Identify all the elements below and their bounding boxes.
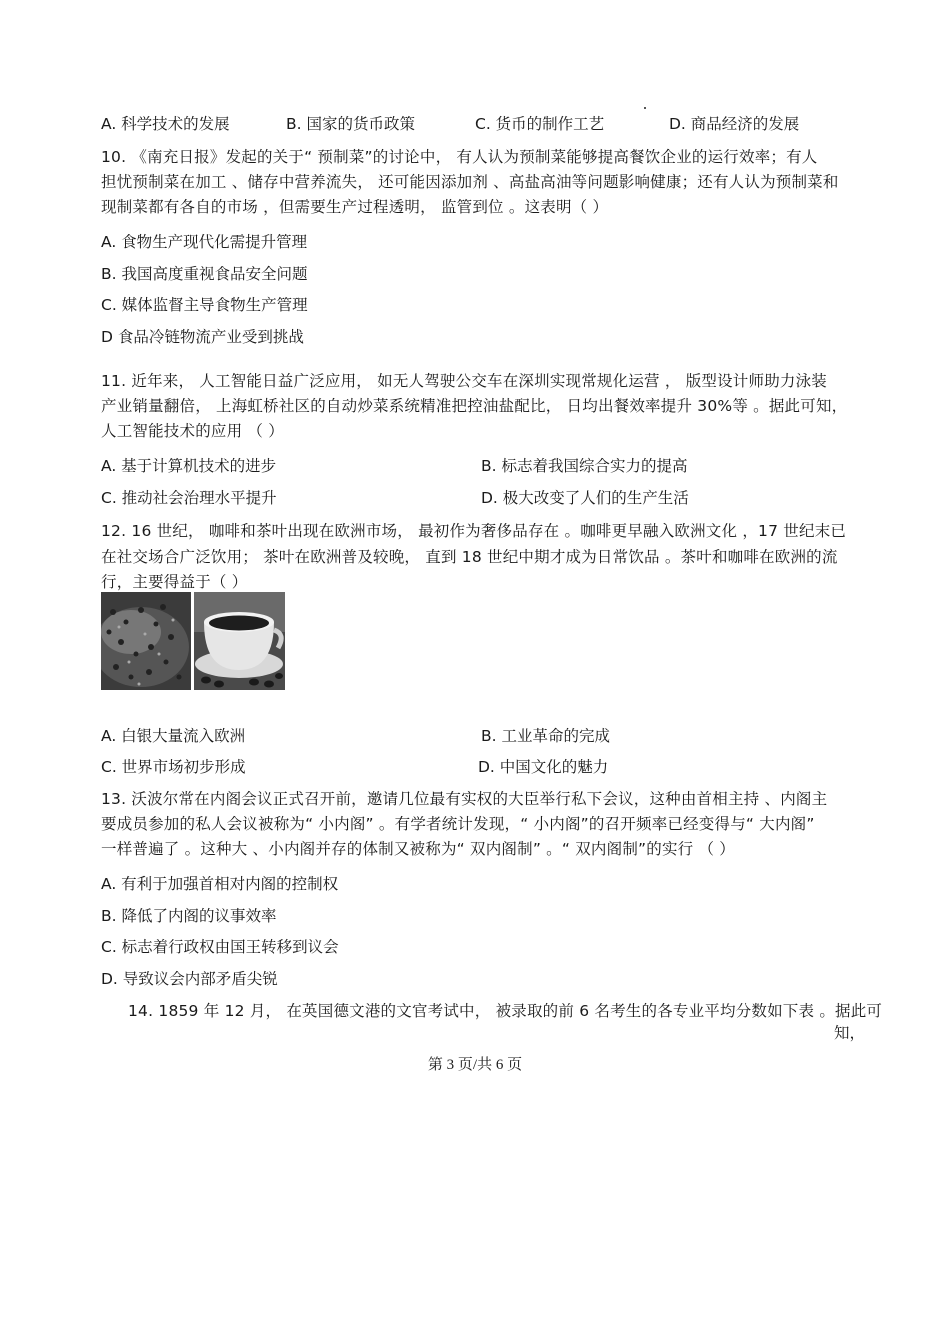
q9-option-c: C. 货币的制作工艺 — [475, 115, 605, 133]
q11-option-b: B. 标志着我国综合实力的提高 — [481, 457, 688, 475]
q11-stem-line-1: 11. 近年来， 人工智能日益广泛应用， 如无人驾驶公交车在深圳实现常规化运营 ， 版型设计师助力泳装 — [101, 372, 827, 390]
q13-stem-line-1: 13. 沃波尔常在内阁会议正式召开前，邀请几位最有实权的大臣举行私下会议，这种由首相主持 、内阁主 — [101, 790, 828, 808]
q9-option-a: A. 科学技术的发展 — [101, 115, 230, 133]
q10-stem-line-1: 10. 《南充日报》发起的关于“ 预制菜”的讨论中， 有人认为预制菜能够提高餐饮企业的运行效率；有人 — [101, 148, 818, 166]
tea-leaves-photo — [101, 592, 191, 690]
q11-option-c: C. 推动社会治理水平提升 — [101, 489, 277, 507]
q12-stem-line-3: 行，主要得益于（ ） — [101, 573, 248, 591]
stray-dot — [644, 107, 646, 109]
q13-stem-line-2: 要成员参加的私人会议被称为“ 小内阁” 。有学者统计发现，“ 小内阁”的召开频率已经变得与“ 大内阁” — [101, 815, 815, 833]
q12-images — [101, 592, 285, 690]
q9-option-d: D. 商品经济的发展 — [669, 115, 800, 133]
q11-stem-line-3: 人工智能技术的应用 （ ） — [101, 422, 284, 440]
q12-option-b: B. 工业革命的完成 — [481, 727, 610, 745]
q12-option-c: C. 世界市场初步形成 — [101, 758, 246, 776]
q12-option-d: D. 中国文化的魅力 — [478, 758, 609, 776]
q9-option-b: B. 国家的货币政策 — [286, 115, 415, 133]
q13-option-b: B. 降低了内阁的议事效率 — [101, 907, 277, 925]
q13-stem-line-3: 一样普遍了 。这种大 、小内阁并存的体制又被称为“ 双内阁制” 。“ 双内阁制”的实行 （ ） — [101, 840, 736, 858]
q10-stem-line-3: 现制菜都有各自的市场 ，但需要生产过程透明， 监管到位 。这表明（ ） — [101, 198, 609, 216]
q11-option-a: A. 基于计算机技术的进步 — [101, 457, 277, 475]
q11-option-d: D. 极大改变了人们的生产生活 — [481, 489, 689, 507]
coffee-cup-photo — [194, 592, 285, 690]
q13-option-d: D. 导致议会内部矛盾尖锐 — [101, 970, 278, 988]
q12-stem-line-1: 12. 16 世纪， 咖啡和茶叶出现在欧洲市场， 最初作为奢侈品存在 。咖啡更早融入欧洲文化 ，17 世纪末已 — [101, 522, 847, 540]
q13-option-c: C. 标志着行政权由国王转移到议会 — [101, 938, 339, 956]
q10-option-d: D 食品冷链物流产业受到挑战 — [101, 328, 304, 346]
q14-stem-line-2: 知， — [834, 1024, 866, 1042]
q14-stem-line-1: 14. 1859 年 12 月， 在英国德文港的文官考试中， 被录取的前 6 名考生的各专业平均分数如下表 。据此可 — [128, 1002, 883, 1020]
q10-option-a: A. 食物生产现代化需提升管理 — [101, 233, 308, 251]
q10-option-b: B. 我国高度重视食品安全问题 — [101, 265, 308, 283]
q10-stem-line-2: 担忧预制菜在加工 、储存中营养流失， 还可能因添加剂 、高盐高油等问题影响健康；还有人认为预制菜和 — [101, 173, 839, 191]
q11-stem-line-2: 产业销量翻倍， 上海虹桥社区的自动炒菜系统精准把控油盐配比， 日均出餐效率提升 30%等 。据此可知， — [101, 397, 848, 415]
q12-option-a: A. 白银大量流入欧洲 — [101, 727, 246, 745]
q10-option-c: C. 媒体监督主导食物生产管理 — [101, 296, 308, 314]
q13-option-a: A. 有利于加强首相对内阁的控制权 — [101, 875, 339, 893]
q12-stem-line-2: 在社交场合广泛饮用； 茶叶在欧洲普及较晚， 直到 18 世纪中期才成为日常饮品 。茶叶和咖啡在欧洲的流 — [101, 548, 838, 566]
page-number-footer: 第 3 页/共 6 页 — [427, 1057, 523, 1073]
